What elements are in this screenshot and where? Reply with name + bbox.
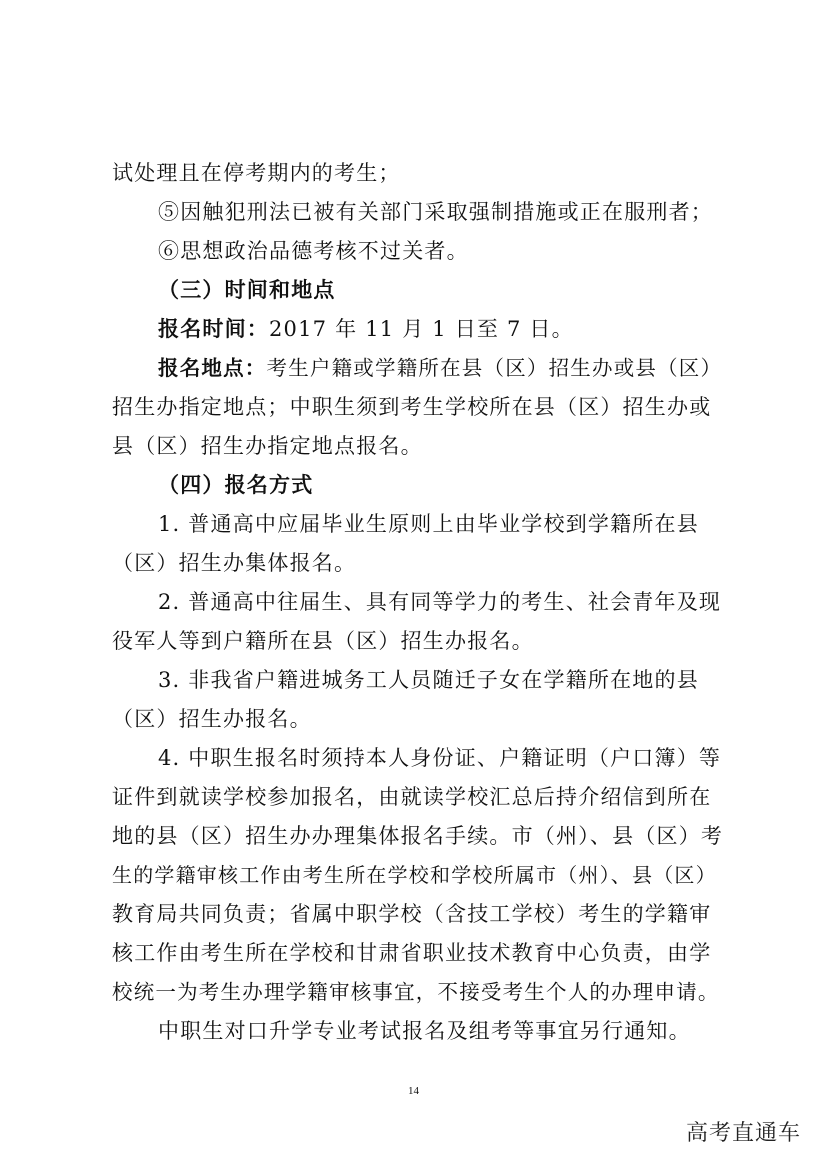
paragraph-line: 教育局共同负责；省属中职学校（含技工学校）考生的学籍审 (112, 902, 712, 926)
paragraph-line: 2. 普通高中往届生、具有同等学力的考生、社会青年及现 (158, 590, 722, 614)
paragraph-line: 校统一为考生办理学籍审核事宜，不接受考生个人的办理申请。 (112, 980, 720, 1004)
paragraph-line: 报名地点：考生户籍或学籍所在县（区）招生办或县（区） (158, 356, 723, 380)
section-heading: （四）报名方式 (158, 472, 314, 497)
paragraph-line: 3. 非我省户籍进城务工人员随迁子女在学籍所在地的县 (158, 668, 699, 692)
paragraph-line: ⑤因触犯刑法已被有关部门采取强制措施或正在服刑者； (158, 200, 713, 224)
paragraph-line: 县（区）招生办指定地点报名。 (112, 434, 423, 458)
paragraph-line: 地的县（区）招生办办理集体报名手续。市（州）、县（区）考 (112, 824, 724, 848)
paragraph-line: ⑥思想政治品德考核不过关者。 (158, 239, 469, 263)
paragraph-line: （区）招生办集体报名。 (112, 551, 357, 575)
paragraph-line: 核工作由考生所在学校和甘肃省职业技术教育中心负责，由学 (112, 941, 712, 965)
paragraph-line: 4. 中职生报名时须持本人身份证、户籍证明（户口簿）等 (158, 746, 722, 770)
paragraph-line: 报名时间：2017 年 11 月 1 日至 7 日。 (158, 316, 574, 341)
paragraph-line: 中职生对口升学专业考试报名及组考等事宜另行通知。 (158, 1019, 691, 1043)
page-number: 14 (408, 1085, 419, 1097)
paragraph-line: 役军人等到户籍所在县（区）招生办报名。 (112, 629, 534, 653)
paragraph-line: 招生办指定地点；中职生须到考生学校所在县（区）招生办或 (112, 395, 712, 419)
paragraph-line: 1. 普通高中应届毕业生原则上由毕业学校到学籍所在县 (158, 512, 699, 536)
section-heading: （三）时间和地点 (158, 277, 336, 302)
paragraph-line: （区）招生办报名。 (112, 707, 312, 731)
watermark-text: 高考直通车 (685, 1121, 801, 1146)
field-label: 报名时间： (158, 316, 269, 341)
paragraph-line: 证件到就读学校参加报名，由就读学校汇总后持介绍信到所在 (112, 785, 712, 809)
paragraph-line: 试处理且在停考期内的考生； (112, 161, 401, 185)
field-label: 报名地点： (158, 356, 267, 380)
paragraph-line: 生的学籍审核工作由考生所在学校和学校所属市（州）、县（区） (112, 863, 717, 887)
